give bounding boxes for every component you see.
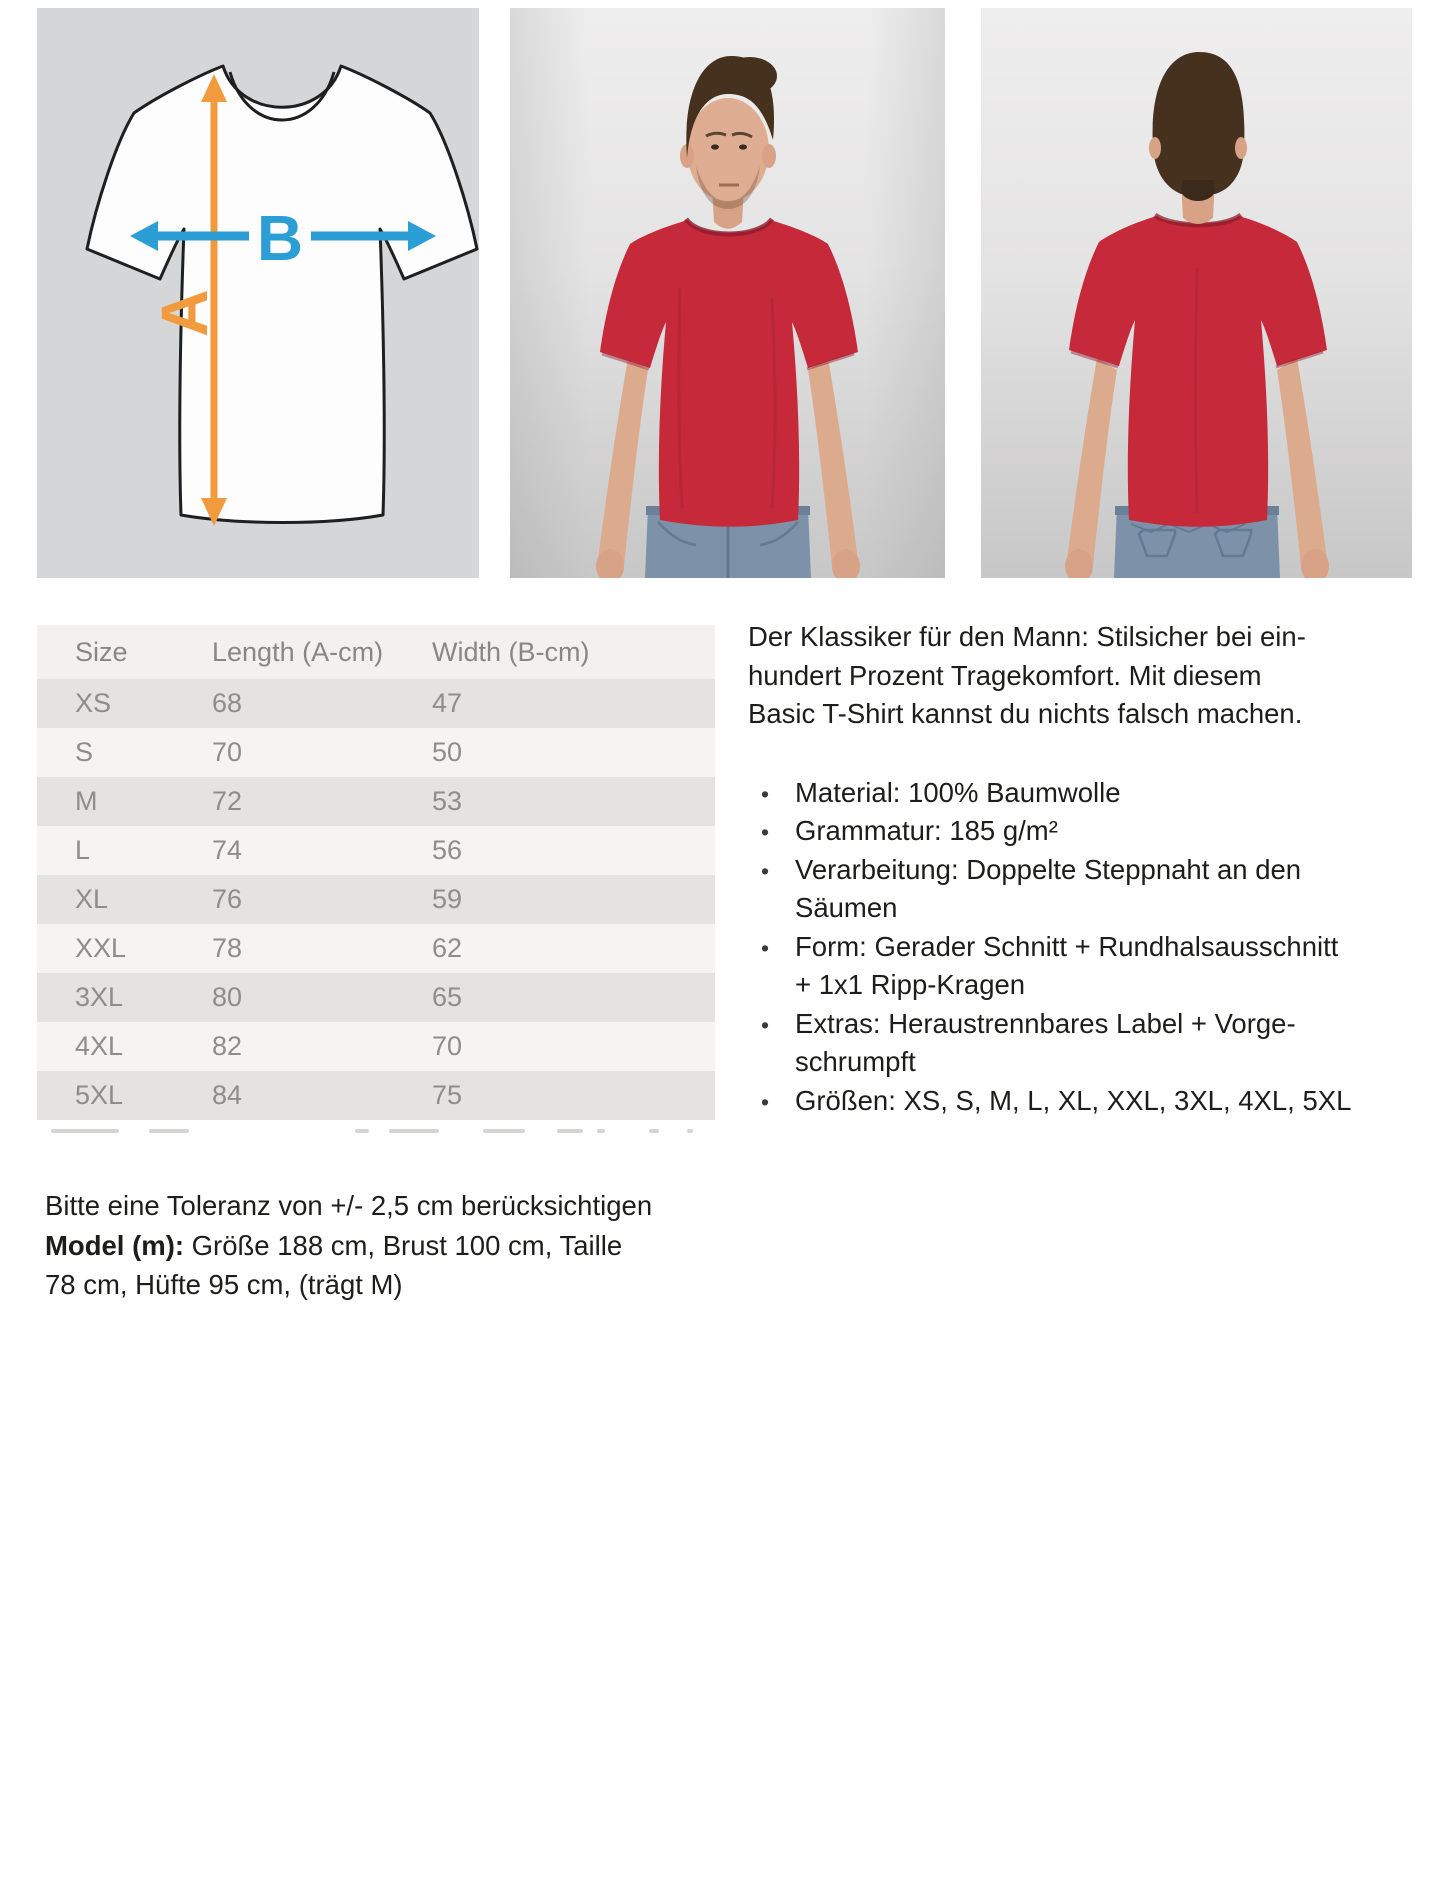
label-a: A [147,289,221,337]
left-ear [1149,137,1161,159]
column-header: Length (A-cm) [212,636,384,667]
table-cell: M [75,786,98,816]
description-line: Der Klassiker für den Mann: Stilsicher bei ein- [748,621,1306,652]
description-line: hundert Prozent Tragekomfort. Mit diesem [748,659,1262,691]
spec-text: Material: 100% Baumwolle [795,776,1121,808]
table-cell: S [75,737,94,767]
model-label: Model (m): [45,1229,185,1261]
table-cell: 3XL [75,982,124,1012]
table-row [37,679,715,728]
spec-text: Grammatur: 185 g/m² [795,815,1058,846]
table-cell: 70 [212,737,243,767]
bullet-icon: • [761,819,770,845]
spec-text: Größen: XS, S, M, L, XL, XXL, 3XL, 4XL, 5XL [795,1084,1352,1116]
column-header: Size [75,636,128,667]
description-line: Basic T-Shirt kannst du nichts falsch machen. [748,698,1303,729]
table-cell: 50 [432,737,463,767]
table-cell: 62 [432,933,463,963]
model-note-line2: 78 cm, Hüfte 95 cm, (trägt M) [45,1269,403,1300]
model-back-illustration [981,8,1412,578]
spec-list-item [748,774,1438,813]
table-row [37,826,715,875]
column-header: Width (B-cm) [432,636,590,667]
table-body [37,679,715,1120]
table-cell: 80 [212,982,243,1012]
table-cell: 75 [432,1080,463,1110]
spec-list-item [748,812,1438,851]
bullet-icon: • [761,1088,770,1115]
spec-list [748,774,1438,1121]
description-intro [748,618,1438,734]
model-measurements: Größe 188 cm, Brust 100 cm, Taille [184,1229,623,1261]
table-cell: XL [75,884,109,914]
table-cell: 65 [432,982,463,1012]
measurement-notes [45,1186,705,1305]
spec-list-item [748,1005,1438,1082]
model-front-illustration [510,8,945,578]
table-cell: 59 [432,884,463,914]
table-cell: 56 [432,835,463,865]
bullet-icon: • [761,780,770,807]
table-cell: 84 [212,1080,243,1110]
tolerance-note: Bitte eine Toleranz von +/- 2,5 cm berücksichtigen [45,1190,653,1221]
table-row [37,973,715,1022]
bullet-icon: • [761,934,770,961]
table-cell: 78 [212,933,243,963]
model-note-line1 [45,1226,705,1266]
size-diagram [37,8,479,578]
model-photo-front [510,8,945,578]
table-header-row [37,625,715,679]
spec-text: Verarbeitung: Doppelte Steppnaht an den Säumen [795,853,1302,923]
spec-list-item [748,928,1438,1005]
spec-list-item [748,851,1438,928]
table-cell: XXL [75,933,127,963]
cropped-row-artifact [37,1126,727,1138]
table-cell: 68 [212,688,243,718]
product-description [748,618,1438,1120]
table-row [37,1022,715,1071]
table-cell: 4XL [75,1031,124,1061]
right-ear [762,144,776,168]
table-cell: 47 [432,688,463,718]
table-row [37,1071,715,1120]
table-cell: XS [75,688,112,718]
table-cell: L [75,835,91,865]
spec-text: Form: Gerader Schnitt + Rundhalsausschnitt + 1x1 Ripp-Kragen [795,930,1339,1000]
hair-back [1153,52,1245,194]
table-row [37,875,715,924]
table-cell: 70 [432,1031,463,1061]
table-cell: 5XL [75,1080,124,1110]
bullet-icon: • [761,857,770,884]
right-ear [1235,137,1247,159]
table-cell: 82 [212,1031,243,1061]
table-row [37,728,715,777]
bullet-icon: • [761,1011,770,1038]
label-b: B [256,202,304,274]
model-photo-back [981,8,1412,578]
hair-top [723,57,777,95]
size-chart-table [37,625,715,1120]
size-diagram-panel [37,8,479,578]
spec-list-item [748,1082,1438,1121]
table-cell: 53 [432,786,463,816]
spec-text: Extras: Heraustrennbares Label + Vorge- schrumpft [795,1007,1296,1077]
table-row [37,777,715,826]
table-cell: 74 [212,835,243,865]
table-row [37,924,715,973]
table-cell: 72 [212,786,243,816]
table-cell: 76 [212,884,243,914]
